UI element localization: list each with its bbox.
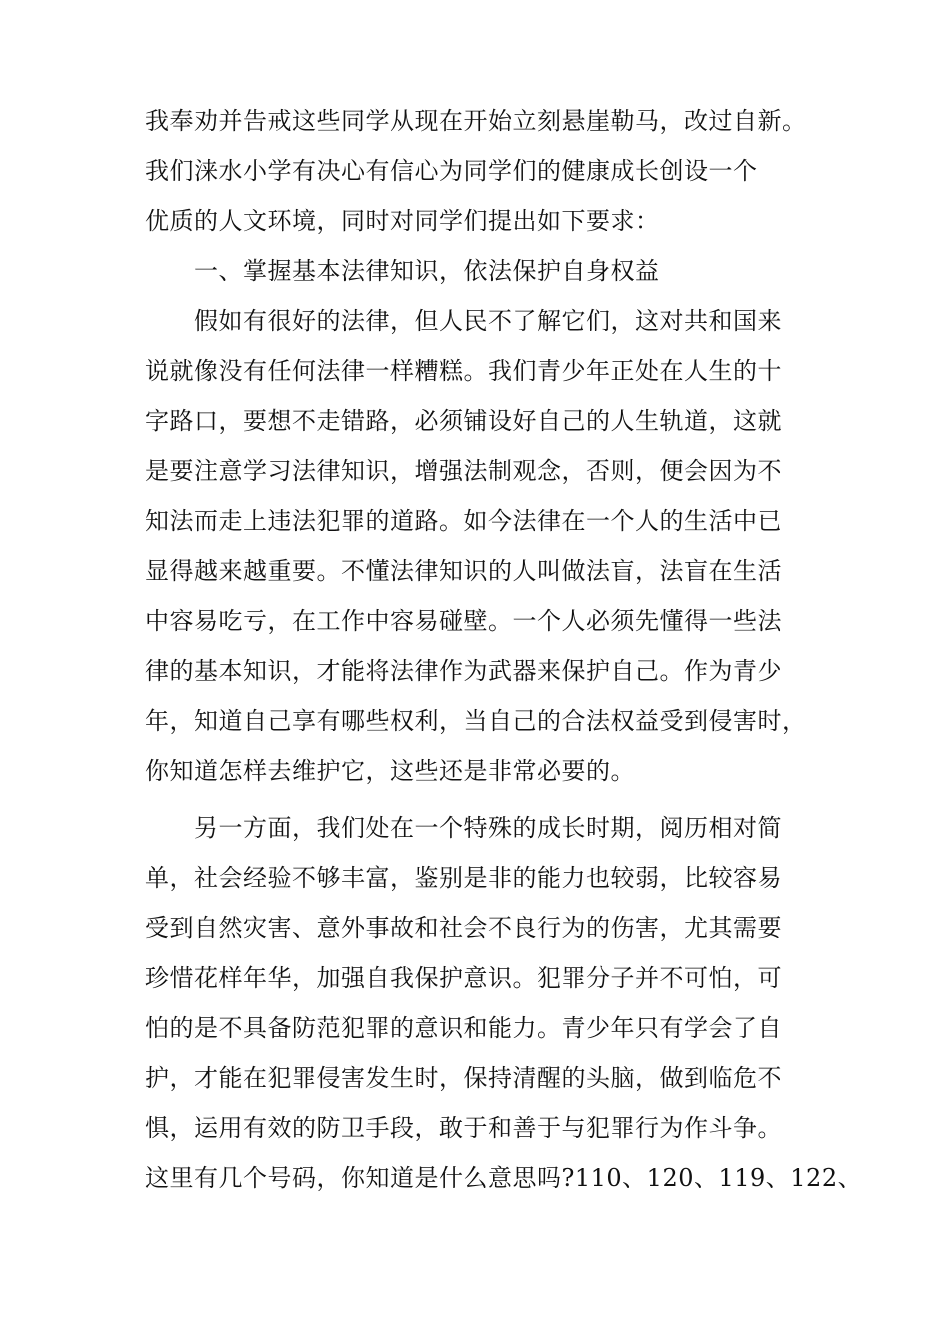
text-line: 受到自然灾害、意外事故和社会不良行为的伤害，尤其需要: [145, 914, 782, 942]
text-line: 珍惜花样年华，加强自我保护意识。犯罪分子并不可怕，可: [145, 964, 782, 992]
text-line: 护，才能在犯罪侵害发生时，保持清醒的头脑，做到临危不: [145, 1064, 782, 1092]
text-line: 律的基本知识，才能将法律作为武器来保护自己。作为青少: [145, 657, 782, 685]
text-line: 知法而走上违法犯罪的道路。如今法律在一个人的生活中已: [145, 507, 782, 535]
text-line: 另一方面，我们处在一个特殊的成长时期，阅历相对简: [145, 814, 782, 842]
section-heading: 一、掌握基本法律知识，依法保护自身权益: [145, 257, 660, 285]
text-line: 年，知道自己享有哪些权利，当自己的合法权益受到侵害时，: [145, 707, 807, 735]
text-line: 说就像没有任何法律一样糟糕。我们青少年正处在人生的十: [145, 357, 782, 385]
text-line: 我们涞水小学有决心有信心为同学们的健康成长创设一个: [145, 157, 758, 185]
text-line: 怕的是不具备防范犯罪的意识和能力。青少年只有学会了自: [145, 1014, 782, 1042]
text-line: 单，社会经验不够丰富，鉴别是非的能力也较弱，比较容易: [145, 864, 782, 892]
text-line: 优质的人文环境，同时对同学们提出如下要求：: [145, 207, 660, 235]
text-line: 假如有很好的法律，但人民不了解它们，这对共和国来: [145, 307, 782, 335]
text-line: 显得越来越重要。不懂法律知识的人叫做法盲，法盲在生活: [145, 557, 782, 585]
text-line: 是要注意学习法律知识，增强法制观念，否则，便会因为不: [145, 457, 782, 485]
text-line: 字路口，要想不走错路，必须铺设好自己的人生轨道，这就: [145, 407, 782, 435]
text-line: 你知道怎样去维护它，这些还是非常必要的。: [145, 757, 635, 785]
body-text: [145, 96, 863, 1203]
text-line: 中容易吃亏，在工作中容易碰壁。一个人必须先懂得一些法: [145, 607, 782, 635]
text-line: 我奉劝并告戒这些同学从现在开始立刻悬崖勒马，改过自新。: [145, 107, 807, 135]
text-line: 惧，运用有效的防卫手段，敢于和善于与犯罪行为作斗争。: [145, 1114, 782, 1142]
text-line: 这里有几个号码，你知道是什么意思吗?110、120、119、122、: [145, 1164, 863, 1192]
